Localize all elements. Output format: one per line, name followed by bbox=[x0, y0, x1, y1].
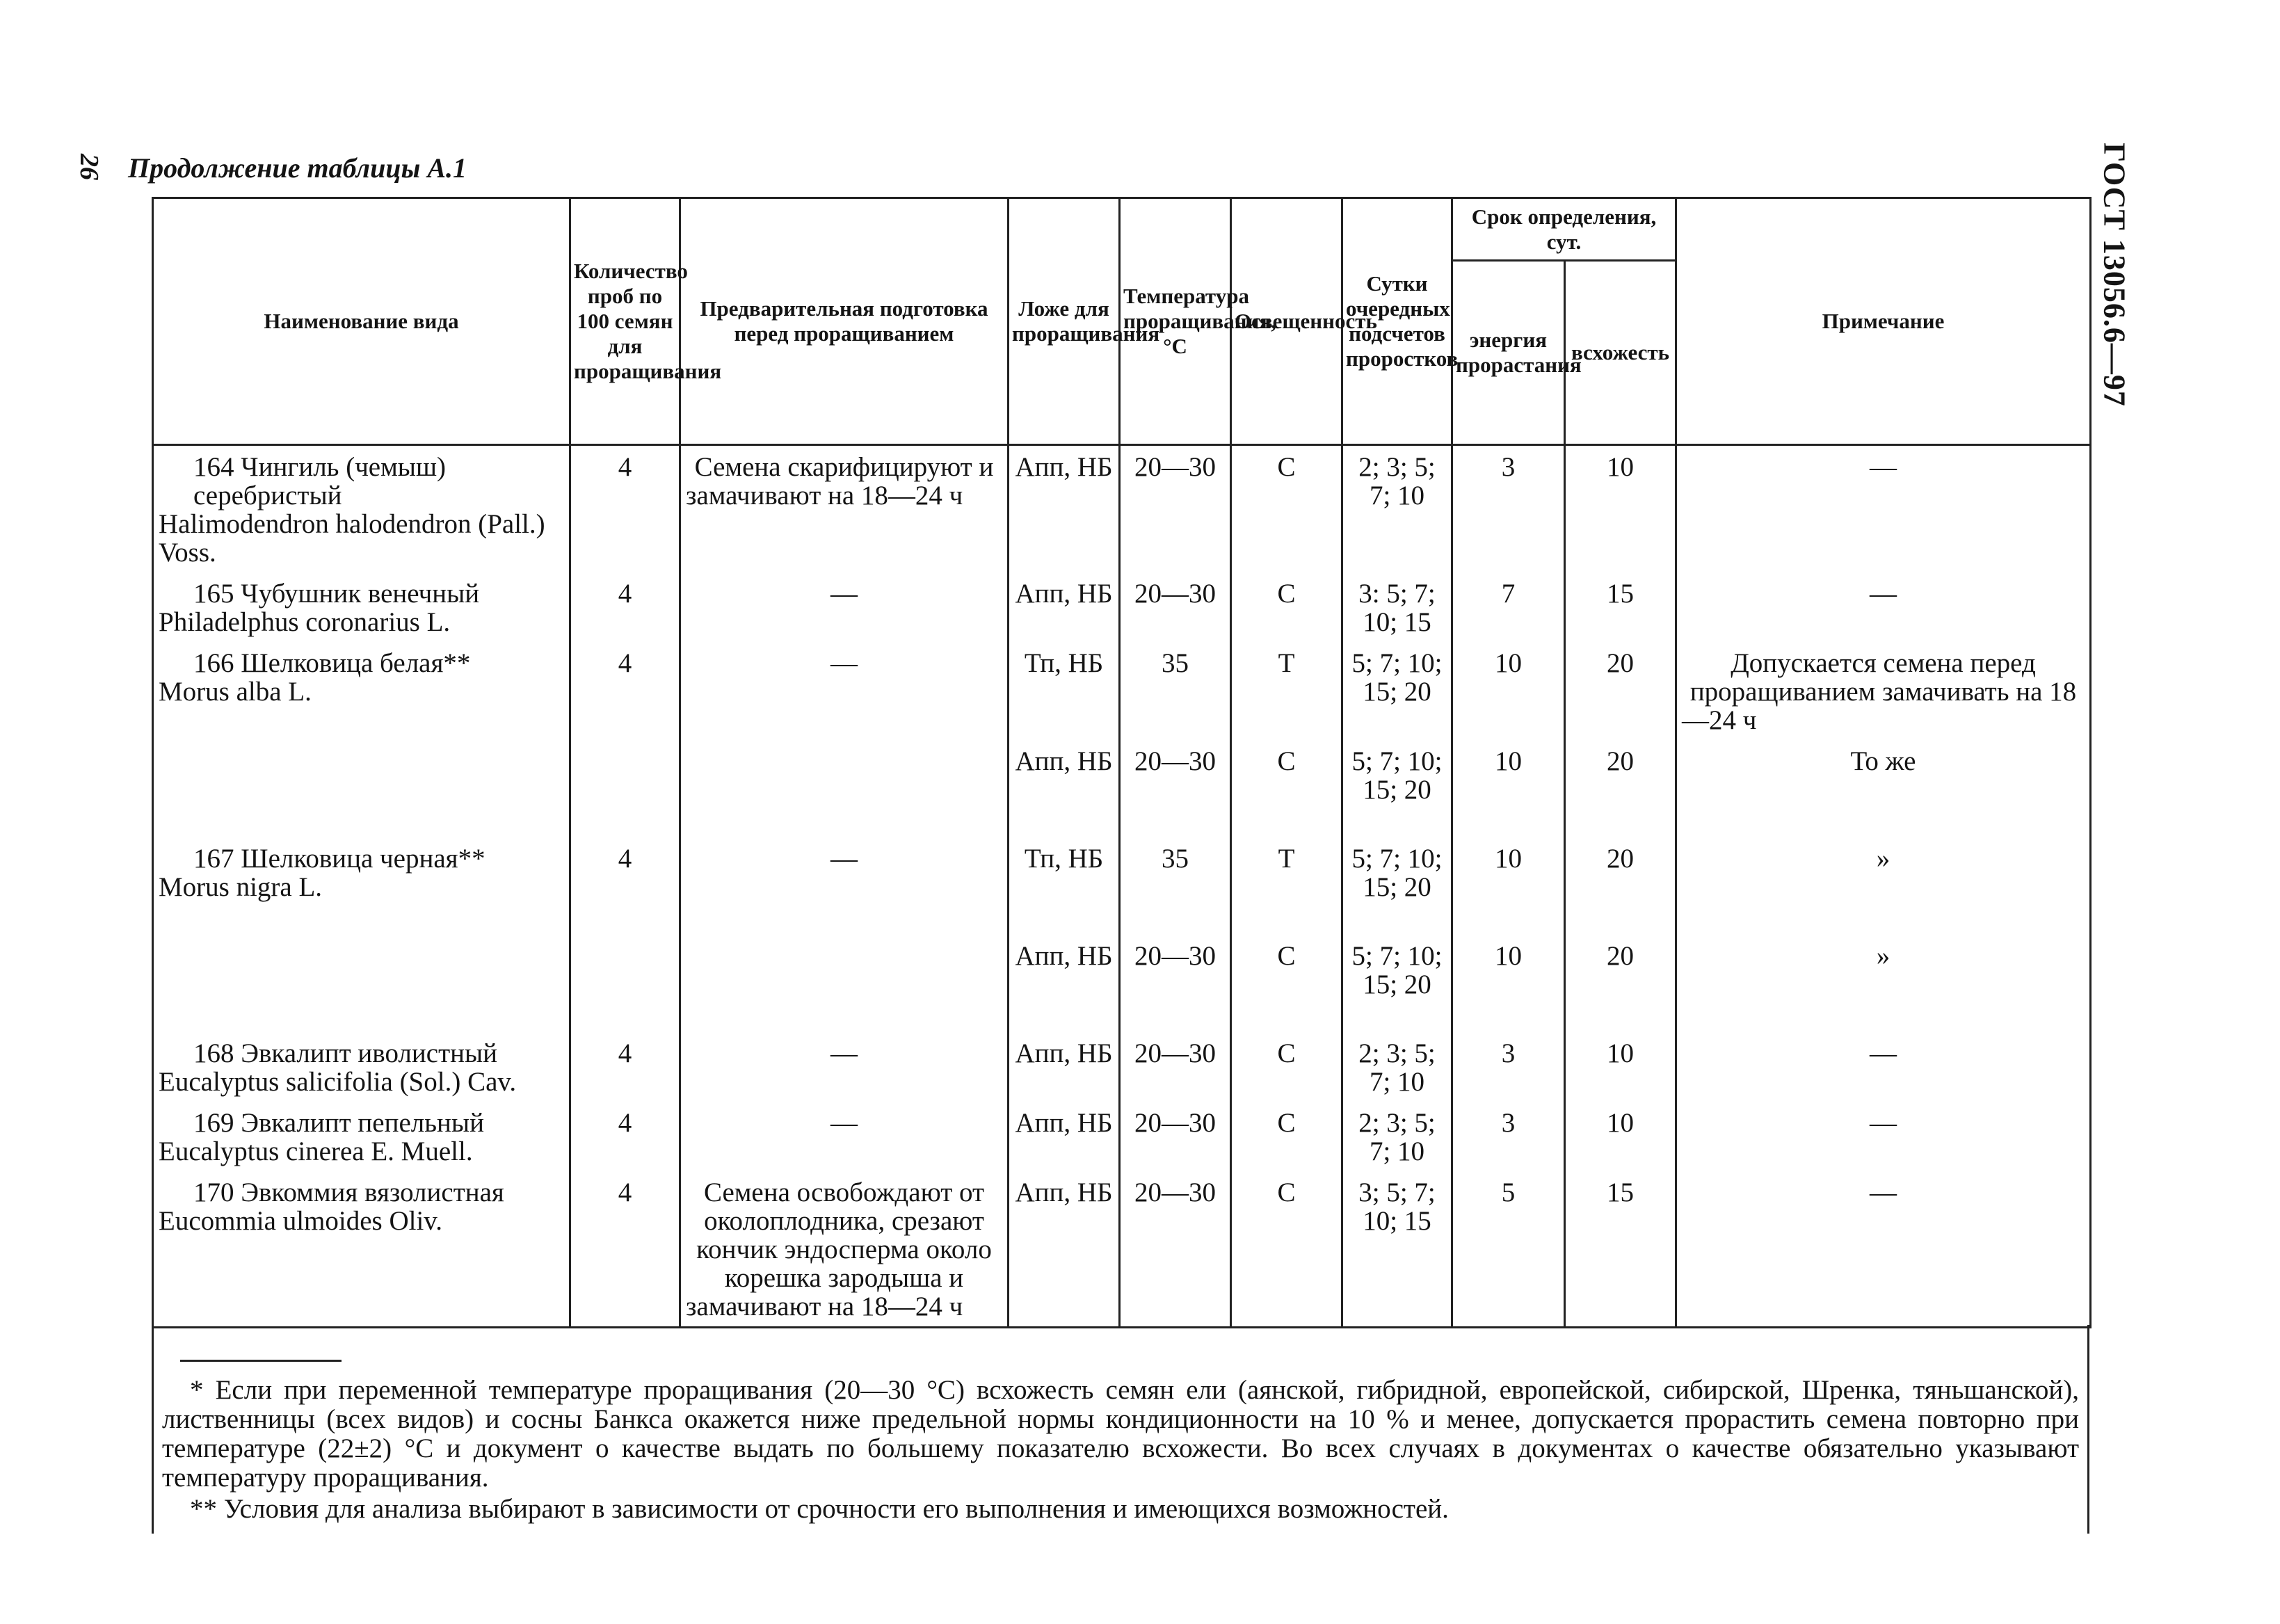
species-name-cell bbox=[153, 1102, 570, 1171]
table-row bbox=[153, 935, 2091, 1032]
germ-cell: 15 bbox=[1565, 1171, 1676, 1328]
germ-cell: 20 bbox=[1565, 642, 1676, 740]
energy-cell: 5 bbox=[1452, 1171, 1565, 1328]
days-cell: 2; 3; 5; 7; 10 bbox=[1342, 445, 1452, 573]
header-temp: Температура проращивания, °С bbox=[1120, 198, 1231, 445]
prep-cell: — bbox=[680, 1032, 1009, 1102]
bed-cell: Апп, НБ bbox=[1009, 1102, 1120, 1171]
energy-cell: 10 bbox=[1452, 642, 1565, 740]
light-cell: С bbox=[1231, 1171, 1342, 1328]
germ-cell: 10 bbox=[1565, 1102, 1676, 1171]
bed-cell: Апп, НБ bbox=[1009, 445, 1120, 573]
temp-cell: 20—30 bbox=[1120, 935, 1231, 1032]
energy-cell: 3 bbox=[1452, 1032, 1565, 1102]
germ-cell: 10 bbox=[1565, 445, 1676, 573]
prep-cell: Семена скарифицируют и замачивают на 18—24 ч bbox=[680, 445, 1009, 573]
light-cell: С bbox=[1231, 1102, 1342, 1171]
species-latin: Philadelphus coronarius L. bbox=[159, 607, 451, 637]
header-samples: Количество проб по 100 семян для проращивания bbox=[570, 198, 680, 445]
table-row bbox=[153, 1171, 2091, 1328]
light-cell: С bbox=[1231, 935, 1342, 1032]
prep-cell bbox=[680, 740, 1009, 837]
species-latin: Eucalyptus salicifolia (Sol.) Cav. bbox=[159, 1067, 517, 1097]
samples-cell: 4 bbox=[570, 1032, 680, 1102]
energy-cell: 10 bbox=[1452, 740, 1565, 837]
samples-cell: 4 bbox=[570, 445, 680, 573]
header-days: Сутки очередных подсчетов проростков bbox=[1342, 198, 1452, 445]
prep-cell: — bbox=[680, 572, 1009, 642]
light-cell: С bbox=[1231, 572, 1342, 642]
bed-cell: Апп, НБ bbox=[1009, 935, 1120, 1032]
species-latin: Eucommia ulmoides Oliv. bbox=[159, 1206, 442, 1236]
bed-cell: Апп, НБ bbox=[1009, 572, 1120, 642]
days-cell: 5; 7; 10; 15; 20 bbox=[1342, 837, 1452, 935]
header-light: Освещенность bbox=[1231, 198, 1342, 445]
note-cell: — bbox=[1676, 572, 2091, 642]
species-name-cell bbox=[153, 935, 570, 1032]
species-name: 170 Эвкоммия вязолистная bbox=[193, 1177, 504, 1207]
germ-cell: 10 bbox=[1565, 1032, 1676, 1102]
days-cell: 5; 7; 10; 15; 20 bbox=[1342, 740, 1452, 837]
light-cell: Т bbox=[1231, 837, 1342, 935]
header-bed: Ложе для проращивания bbox=[1009, 198, 1120, 445]
samples-cell: 4 bbox=[570, 572, 680, 642]
footnotes bbox=[152, 1325, 2089, 1534]
species-latin: Morus nigra L. bbox=[159, 872, 323, 902]
note-cell: » bbox=[1676, 935, 2091, 1032]
species-name: 169 Эвкалипт пепельный bbox=[193, 1108, 484, 1138]
energy-cell: 10 bbox=[1452, 935, 1565, 1032]
samples-cell: 4 bbox=[570, 1171, 680, 1328]
note-cell: То же bbox=[1676, 740, 2091, 837]
bed-cell: Апп, НБ bbox=[1009, 1171, 1120, 1328]
table-row bbox=[153, 642, 2091, 740]
light-cell: С bbox=[1231, 740, 1342, 837]
light-cell: Т bbox=[1231, 642, 1342, 740]
species-name-cell bbox=[153, 1032, 570, 1102]
species-name-cell bbox=[153, 837, 570, 935]
samples-cell: 4 bbox=[570, 837, 680, 935]
species-name-cell bbox=[153, 445, 570, 573]
germ-cell: 15 bbox=[1565, 572, 1676, 642]
footnote-rule bbox=[180, 1360, 342, 1362]
germ-cell: 20 bbox=[1565, 935, 1676, 1032]
energy-cell: 7 bbox=[1452, 572, 1565, 642]
header-name: Наименование вида bbox=[153, 198, 570, 445]
prep-cell: — bbox=[680, 837, 1009, 935]
temp-cell: 20—30 bbox=[1120, 572, 1231, 642]
species-name: 166 Шелковица белая** bbox=[193, 648, 471, 678]
table-caption: Продолжение таблицы А.1 bbox=[128, 152, 467, 184]
species-name: 168 Эвкалипт иволистный bbox=[193, 1038, 498, 1068]
samples-cell bbox=[570, 935, 680, 1032]
germ-cell: 20 bbox=[1565, 740, 1676, 837]
table-row bbox=[153, 1032, 2091, 1102]
table-row bbox=[153, 572, 2091, 642]
temp-cell: 20—30 bbox=[1120, 740, 1231, 837]
energy-cell: 3 bbox=[1452, 1102, 1565, 1171]
samples-cell bbox=[570, 740, 680, 837]
days-cell: 3: 5; 7; 10; 15 bbox=[1342, 572, 1452, 642]
header-prep: Предварительная подготовка перед проращиванием bbox=[680, 198, 1009, 445]
species-name-cell bbox=[153, 740, 570, 837]
temp-cell: 20—30 bbox=[1120, 1032, 1231, 1102]
samples-cell: 4 bbox=[570, 1102, 680, 1171]
table-row bbox=[153, 740, 2091, 837]
energy-cell: 10 bbox=[1452, 837, 1565, 935]
temp-cell: 20—30 bbox=[1120, 1102, 1231, 1171]
days-cell: 2; 3; 5; 7; 10 bbox=[1342, 1032, 1452, 1102]
header-note: Примечание bbox=[1676, 198, 2091, 445]
note-cell: Допускается семена перед проращиванием замачивать на 18—24 ч bbox=[1676, 642, 2091, 740]
footnote-1: * Если при переменной температуре проращивания (20—30 °С) всхожесть семян ели (аянской, гибридной, европейской, сибирской, Шренка, тяньшанской), лиственницы (всех видов) и сосны Банкса окажется ниже предельной нормы кондиционности на 10 % и менее, допускается прорастить семена повторно при температуре (22±2) °С и документ о качестве выдать по большему показателю всхожести. Во всех случаях в документах о качестве обязательно указывают температуру проращивания. bbox=[162, 1375, 2079, 1493]
species-name-cell bbox=[153, 642, 570, 740]
header-germ: всхожесть bbox=[1565, 261, 1676, 445]
bed-cell: Тп, НБ bbox=[1009, 642, 1120, 740]
days-cell: 5; 7; 10; 15; 20 bbox=[1342, 935, 1452, 1032]
note-cell: » bbox=[1676, 837, 2091, 935]
days-cell: 2; 3; 5; 7; 10 bbox=[1342, 1102, 1452, 1171]
document-code: ГОСТ 13056.6—97 bbox=[2097, 143, 2132, 407]
page-number: 26 bbox=[74, 154, 104, 180]
table-row bbox=[153, 837, 2091, 935]
species-latin: Halimodendron halodendron (Pall.) Voss. bbox=[159, 509, 545, 568]
temp-cell: 35 bbox=[1120, 837, 1231, 935]
species-table bbox=[152, 197, 2092, 1328]
prep-cell bbox=[680, 935, 1009, 1032]
bed-cell: Апп, НБ bbox=[1009, 1032, 1120, 1102]
prep-cell: — bbox=[680, 1102, 1009, 1171]
header-term: Срок определения, сут. bbox=[1452, 198, 1676, 261]
species-name: 167 Шелковица черная** bbox=[193, 844, 485, 874]
header-energy: энергия прорастания bbox=[1452, 261, 1565, 445]
footnote-2: ** Условия для анализа выбирают в зависимости от срочности его выполнения и имеющихся возможностей. bbox=[190, 1494, 1449, 1524]
germ-cell: 20 bbox=[1565, 837, 1676, 935]
note-cell: — bbox=[1676, 1032, 2091, 1102]
samples-cell: 4 bbox=[570, 642, 680, 740]
days-cell: 5; 7; 10; 15; 20 bbox=[1342, 642, 1452, 740]
table-row bbox=[153, 1102, 2091, 1171]
light-cell: С bbox=[1231, 445, 1342, 573]
table-row bbox=[153, 445, 2091, 573]
days-cell: 3; 5; 7; 10; 15 bbox=[1342, 1171, 1452, 1328]
temp-cell: 20—30 bbox=[1120, 445, 1231, 573]
bed-cell: Апп, НБ bbox=[1009, 740, 1120, 837]
species-latin: Morus alba L. bbox=[159, 677, 312, 707]
species-name-cell bbox=[153, 572, 570, 642]
note-cell: — bbox=[1676, 1102, 2091, 1171]
prep-cell: Семена освобождают от околоплодника, срезают кончик эндосперма около корешка зародыша и замачивают на 18—24 ч bbox=[680, 1171, 1009, 1328]
light-cell: С bbox=[1231, 1032, 1342, 1102]
temp-cell: 35 bbox=[1120, 642, 1231, 740]
bed-cell: Тп, НБ bbox=[1009, 837, 1120, 935]
species-name: 164 Чингиль (чемыш) серебристый bbox=[193, 452, 447, 510]
species-name: 165 Чубушник венечный bbox=[193, 579, 480, 609]
prep-cell: — bbox=[680, 642, 1009, 740]
species-name-cell bbox=[153, 1171, 570, 1328]
note-cell: — bbox=[1676, 445, 2091, 573]
note-cell: — bbox=[1676, 1171, 2091, 1328]
temp-cell: 20—30 bbox=[1120, 1171, 1231, 1328]
species-latin: Eucalyptus cinerea E. Muell. bbox=[159, 1136, 473, 1166]
energy-cell: 3 bbox=[1452, 445, 1565, 573]
